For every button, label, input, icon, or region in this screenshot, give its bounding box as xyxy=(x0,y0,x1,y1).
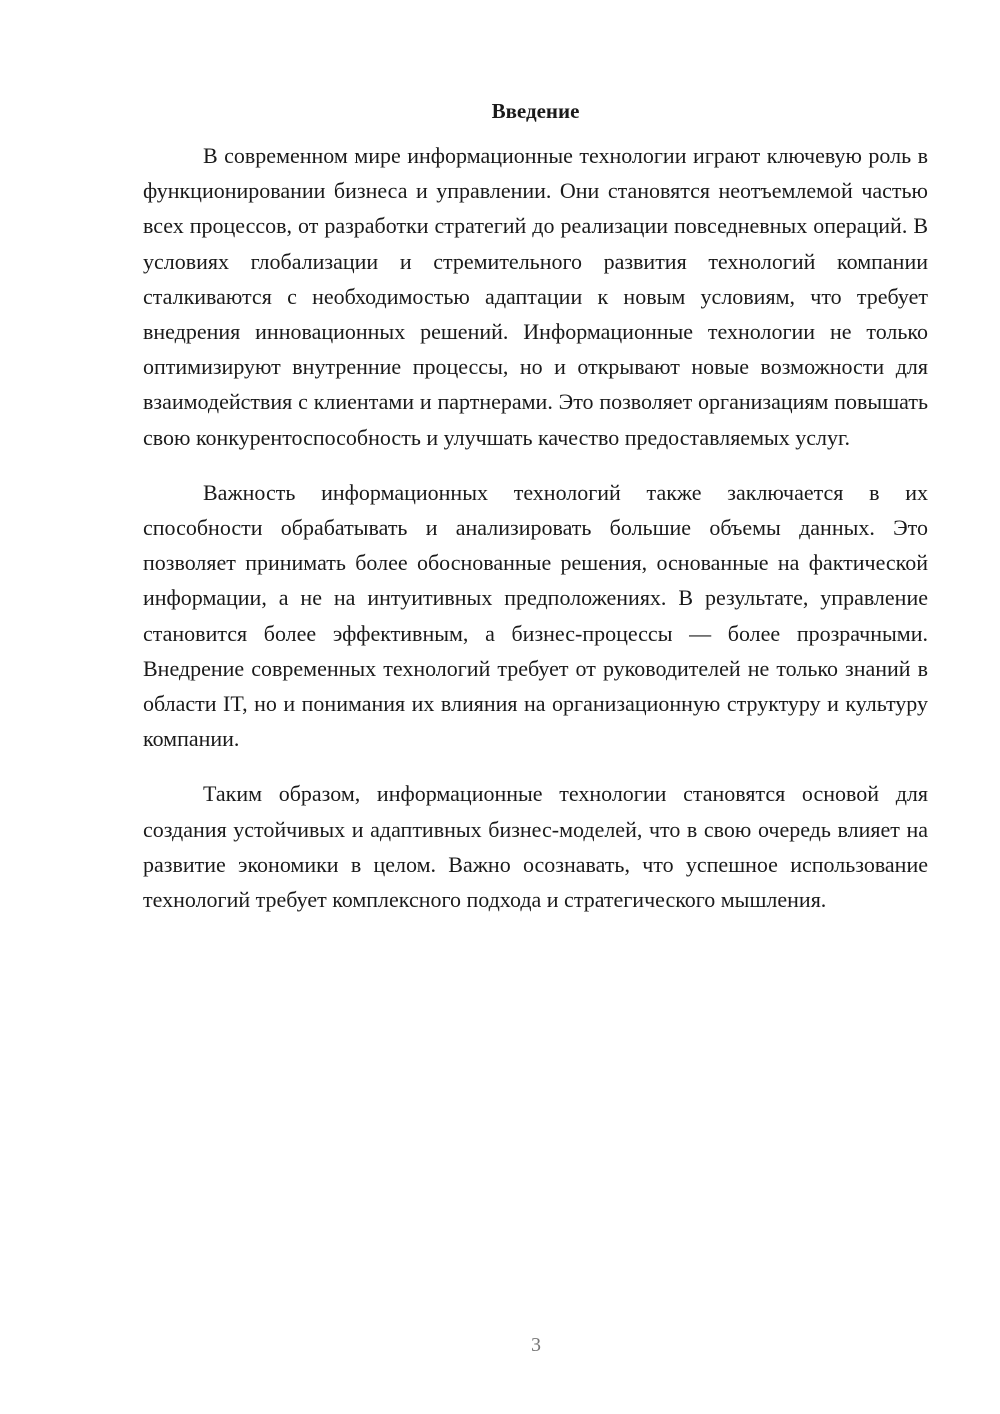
page-number: 3 xyxy=(531,1334,541,1356)
section-title: Введение xyxy=(491,99,580,123)
paragraph-1: В современном мире информационные технологии играют ключевую роль в функционировании бизнеса и управлении. Они становятся неотъемлемой частью всех процессов, от разработки стратегий до реализации повседневных операций. В условиях глобализации и стремительного развития технологий компании сталкиваются с необходимостью адаптации к новым условиям, что требует внедрения инновационных решений. Информационные технологии не только оптимизируют внутренние процессы, но и открывают новые возможности для взаимодействия с клиентами и партнерами. Это позволяет организациям повышать свою конкурентоспособность и улучшать качество предоставляемых услуг. xyxy=(143,143,928,450)
page-content xyxy=(143,96,928,917)
paragraph-2: Важность информационных технологий также заключается в их способности обрабатывать и анализировать большие объемы данных. Это позволяет принимать более обоснованные решения, основанные на фактической информации, а не на интуитивных предположениях. В результате, управление становится более эффективным, а бизнес-процессы — более прозрачными. Внедрение современных технологий требует от руководителей не только знаний в области IT, но и понимания их влияния на организационную структуру и культуру компании. xyxy=(143,479,928,752)
paragraph-3: Таким образом, информационные технологии становятся основой для создания устойчивых и адаптивных бизнес-моделей, что в свою очередь влияет на развитие экономики в целом. Важно осознавать, что успешное использование технологий требует комплексного подхода и стратегического мышления. xyxy=(143,781,928,913)
